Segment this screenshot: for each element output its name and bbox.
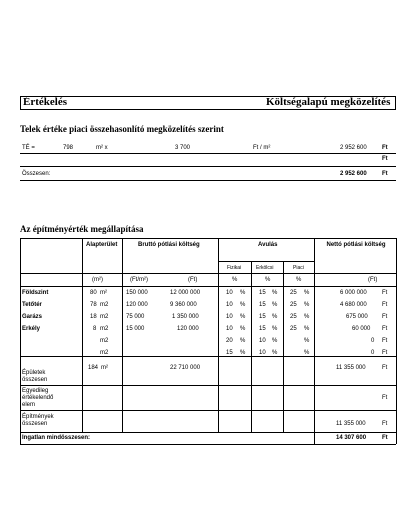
epulet-net: 11 355 000 — [336, 365, 366, 371]
land-total-ft: Ft — [382, 171, 388, 177]
row-net: 0 — [371, 350, 375, 356]
divider — [20, 180, 396, 181]
epulet-cost: 22 710 000 — [170, 365, 201, 371]
land-area-unit: m² x — [96, 145, 108, 151]
header-left-title: Értékelés — [23, 96, 67, 108]
land-ft-2: Ft — [382, 156, 388, 162]
row-ep: % — [272, 314, 278, 320]
row-e: 15 — [259, 314, 266, 320]
row-area: 78 — [90, 302, 97, 308]
row-label: Tetőtér — [22, 302, 42, 308]
row-pp: % — [304, 338, 310, 344]
col-line — [283, 261, 284, 432]
row-fp: % — [240, 350, 246, 356]
row-unit: m² — [100, 290, 107, 296]
row-ep: % — [272, 338, 278, 344]
unit-net: (Ft) — [368, 277, 378, 283]
epulet-label-1: Épületek — [22, 370, 46, 376]
row-label: Garázs — [22, 314, 43, 320]
row-area: 8 — [93, 326, 97, 332]
divider — [20, 385, 396, 386]
epulet-unit: m² — [101, 365, 108, 371]
row-net: 60 000 — [352, 326, 371, 332]
egyedi-label-3: elem — [22, 402, 36, 408]
col-header-net: Nettó pótlási költség — [326, 242, 386, 248]
row-e: 15 — [259, 326, 266, 332]
land-section-title: Telek értéke piaci összehasonlító megközelítés szerint — [20, 124, 224, 134]
row-unitcost: 120 000 — [126, 302, 148, 308]
row-f: 20 — [226, 338, 233, 344]
row-pp: % — [304, 290, 310, 296]
unit-area: (m²) — [92, 277, 103, 283]
epitmenyek-net: 11 355 000 — [336, 421, 366, 427]
epulet-area: 184 — [88, 365, 99, 371]
row-p: 25 — [290, 290, 297, 296]
row-e: 15 — [259, 290, 266, 296]
row-net: 6 000 000 — [340, 290, 367, 296]
divider — [20, 166, 396, 167]
row-fp: % — [240, 326, 246, 332]
egyedi-label-1: Egyedileg — [22, 388, 49, 394]
col-line — [251, 261, 252, 432]
unit-p1: % — [232, 277, 238, 283]
table-body-border — [20, 286, 396, 287]
col-header-gross: Bruttó pótlási költség — [138, 242, 200, 248]
table-sum-end — [20, 432, 396, 433]
row-label: Földszint — [22, 290, 49, 296]
land-total-value: 2 952 600 — [340, 171, 367, 177]
col-line — [20, 238, 21, 444]
row-ep: % — [272, 326, 278, 332]
row-ep: % — [272, 350, 278, 356]
table-bottom-border — [20, 444, 396, 445]
row-net: 0 — [371, 338, 375, 344]
row-ft: Ft — [382, 290, 388, 296]
land-ft: Ft — [382, 145, 388, 151]
row-fp: % — [240, 302, 246, 308]
row-label: Erkély — [22, 326, 41, 332]
row-e: 15 — [259, 302, 266, 308]
col-line — [314, 238, 315, 444]
row-pp: % — [304, 350, 310, 356]
col-line — [396, 238, 397, 444]
land-unit-price: 3 700 — [175, 145, 191, 151]
row-pp: % — [304, 314, 310, 320]
epitmenyek-ft: Ft — [382, 421, 388, 427]
row-unitcost: 150 000 — [126, 290, 148, 296]
row-unit: m2 — [100, 326, 109, 332]
row-pp: % — [304, 326, 310, 332]
epitmenyek-label-1: Építmények — [22, 414, 54, 420]
row-f: 15 — [226, 350, 233, 356]
row-ft: Ft — [382, 326, 388, 332]
sub-header-fizikai: Fizikai — [227, 265, 242, 271]
row-p: 25 — [290, 314, 297, 320]
land-value: 2 952 600 — [340, 145, 367, 151]
land-total-label: Összesen: — [22, 171, 51, 177]
row-e: 10 — [259, 338, 266, 344]
epulet-ft: Ft — [382, 365, 388, 371]
unit-p2: % — [265, 277, 271, 283]
table-units-border — [20, 273, 396, 274]
row-p: 25 — [290, 302, 297, 308]
grand-total-value: 14 307 600 — [336, 435, 367, 441]
row-f: 10 — [226, 314, 233, 320]
row-cost: 1 350 000 — [172, 314, 199, 320]
col-line — [82, 238, 83, 432]
unit-cost: (Ft) — [188, 277, 198, 283]
sub-header-piaci: Piaci — [293, 265, 304, 271]
row-cost: 12 000 000 — [170, 290, 201, 296]
unit-p3: % — [296, 277, 302, 283]
col-line — [122, 238, 123, 432]
row-cost: 120 000 — [177, 326, 199, 332]
row-f: 10 — [226, 326, 233, 332]
te-label: TÉ = — [22, 145, 35, 151]
row-fp: % — [240, 314, 246, 320]
epulet-label-2: összesen — [22, 377, 48, 383]
col-header-area: Alapterület — [86, 242, 118, 248]
header-right-title: Költségalapú megközelítés — [266, 96, 391, 108]
table-top-border — [20, 238, 396, 239]
egyedi-ft: Ft — [382, 395, 388, 401]
row-unit: m2 — [100, 350, 109, 356]
building-section-title: Az építményérték megállapítása — [20, 224, 144, 234]
sub-header-erkolcsi: Erkölcsi — [256, 265, 274, 271]
row-area: 18 — [90, 314, 97, 320]
row-unit: m2 — [100, 302, 109, 308]
row-unitcost: 75 000 — [126, 314, 145, 320]
land-unit-price-label: Ft / m² — [253, 145, 271, 151]
row-unit: m2 — [100, 314, 109, 320]
row-ft: Ft — [382, 338, 388, 344]
col-line — [218, 238, 219, 432]
col-header-avulas: Avulás — [258, 242, 278, 248]
row-e: 10 — [259, 350, 266, 356]
unit-unitcost: (Ft/m²) — [130, 277, 148, 283]
grand-total-label: Ingatlan mindösszesen: — [22, 435, 91, 441]
row-fp: % — [240, 338, 246, 344]
row-pp: % — [304, 302, 310, 308]
row-p: 25 — [290, 326, 297, 332]
avulas-sub-border — [218, 261, 314, 262]
divider — [20, 153, 396, 154]
grand-total-ft: Ft — [382, 435, 388, 441]
land-area: 798 — [63, 145, 74, 151]
row-net: 675 000 — [346, 314, 368, 320]
table-rows-end — [20, 356, 396, 357]
row-ep: % — [272, 290, 278, 296]
egyedi-label-2: értékelendő — [22, 395, 54, 401]
row-ft: Ft — [382, 314, 388, 320]
row-area: 80 — [90, 290, 97, 296]
row-ft: Ft — [382, 302, 388, 308]
row-f: 10 — [226, 302, 233, 308]
divider — [20, 410, 396, 411]
row-unitcost: 15 000 — [126, 326, 145, 332]
row-net: 4 680 000 — [340, 302, 367, 308]
epitmenyek-label-2: összesen — [22, 421, 48, 427]
row-unit: m2 — [100, 338, 109, 344]
row-ep: % — [272, 302, 278, 308]
row-ft: Ft — [382, 350, 388, 356]
row-fp: % — [240, 290, 246, 296]
row-f: 10 — [226, 290, 233, 296]
row-cost: 9 360 000 — [170, 302, 197, 308]
